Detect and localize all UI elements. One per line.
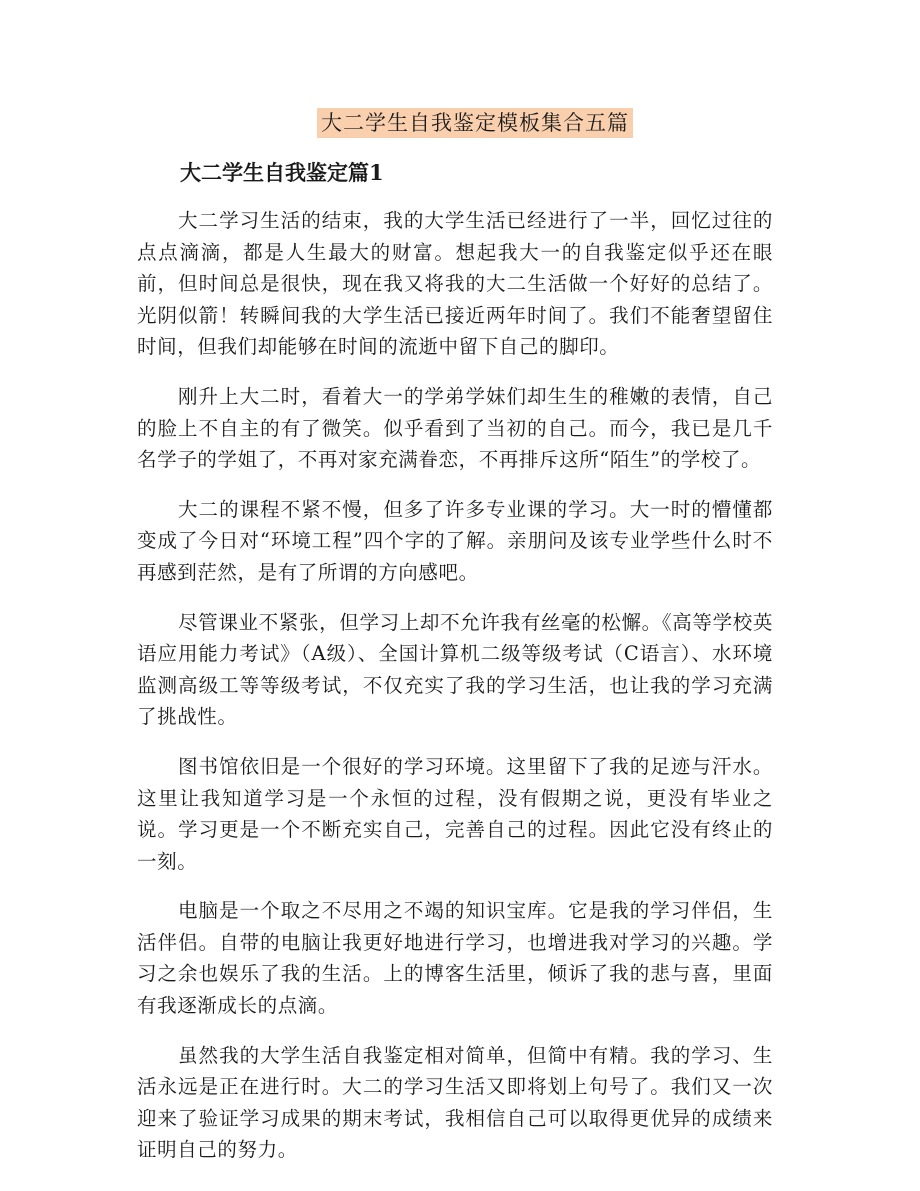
paragraph: 图书馆依旧是一个很好的学习环境。这里留下了我的足迹与汗水。这里让我知道学习是一个永恒的过程，没有假期之说，更没有毕业之说。学习更是一个不断充实自己，完善自己的过程。因此它没有终止的一刻。 — [137, 754, 773, 873]
paragraph: 大二的课程不紧不慢，但多了许多专业课的学习。大一时的懵懂都变成了今日对“环境工程”四个字的了解。亲朋问及该专业学些什么时不再感到茫然，是有了所谓的方向感吧。 — [137, 497, 773, 584]
paragraph: 刚升上大二时，看着大一的学弟学妹们却生生的稚嫩的表情，自己的脸上不自主的有了微笑。似乎看到了当初的自己。而今，我已是几千名学子的学姐了，不再对家充满眷恋，不再排斥这所“陌生”的学校了。 — [137, 384, 773, 472]
paragraph: 虽然我的大学生活自我鉴定相对简单，但简中有精。我的学习、生活永远是正在进行时。大二的学习生活又即将划上句号了。我们又一次迎来了验证学习成果的期末考试，我相信自己可以取得更优异的成绩来证明自己的努力。 — [137, 1043, 773, 1162]
document-title: 大二学生自我鉴定模板集合五篇 — [317, 108, 633, 138]
paragraph: 电脑是一个取之不尽用之不竭的知识宝库。它是我的学习伴侣，生活伴侣。自带的电脑让我更好地进行学习，也增进我对学习的兴趣。学习之余也娱乐了我的生活。上的博客生活里，倾诉了我的悲与喜，里面有我逐渐成长的点滴。 — [137, 899, 773, 1018]
document-body — [137, 205, 773, 1184]
title-container — [0, 108, 920, 138]
section-heading: 大二学生自我鉴定篇1 — [180, 160, 384, 185]
paragraph: 大二学习生活的结束，我的大学生活已经进行了一半，回忆过往的点点滴滴，都是人生最大的财富。想起我大一的自我鉴定似乎还在眼前，但时间总是很快，现在我又将我的大二生活做一个好好的总结了。光阴似箭！转瞬间我的大学生活已接近两年时间了。我们不能奢望留住时间，但我们却能够在时间的流逝中留下自己的脚印。 — [137, 209, 773, 359]
paragraph: 尽管课业不紧张，但学习上却不允许我有丝毫的松懈。《高等学校英语应用能力考试》（A级）、全国计算机二级等级考试（C语言）、水环境监测高级工等等级考试，不仅充实了我的学习生活，也让我的学习充满了挑战性。 — [137, 610, 773, 729]
